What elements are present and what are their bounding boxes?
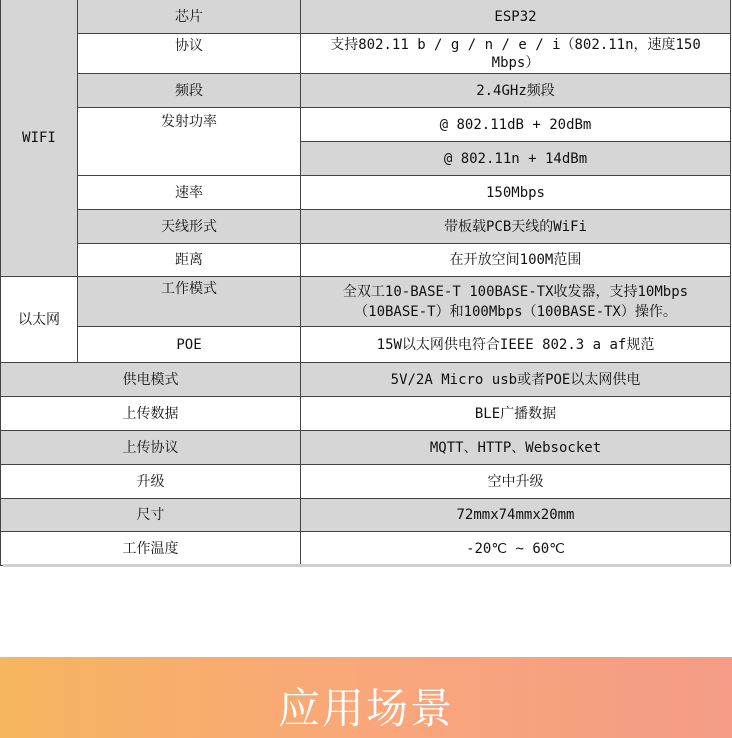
value-rate: 150Mbps xyxy=(301,176,731,210)
label-upload-data: 上传数据 xyxy=(0,397,301,431)
label-band: 频段 xyxy=(78,74,301,108)
label-antenna: 天线形式 xyxy=(78,210,301,244)
value-temperature: -20℃ ~ 60℃ xyxy=(301,532,731,566)
label-tx-power: 发射功率 xyxy=(78,108,301,176)
value-tx-power-1: @ 802.11dB + 20dBm xyxy=(301,108,731,142)
group-ethernet: 以太网 xyxy=(0,277,78,363)
value-protocol: 支持802.11 b / g / n / e / i（802.11n，速度150 Mbps） xyxy=(301,34,731,74)
label-work-mode: 工作模式 xyxy=(78,277,301,327)
banner-title: 应用场景 xyxy=(277,684,454,733)
value-distance: 在开放空间100M范围 xyxy=(301,244,731,277)
label-power-mode: 供电模式 xyxy=(0,363,301,397)
label-size: 尺寸 xyxy=(0,499,301,532)
value-power-mode: 5V/2A Micro usb或者POE以太网供电 xyxy=(301,363,731,397)
section-banner xyxy=(0,657,732,738)
value-upgrade: 空中升级 xyxy=(301,465,731,499)
label-temperature: 工作温度 xyxy=(0,532,301,566)
label-protocol: 协议 xyxy=(78,34,301,74)
label-distance: 距离 xyxy=(78,244,301,277)
label-upgrade: 升级 xyxy=(0,465,301,499)
value-work-mode: 全双工10-BASE-T 100BASE-TX收发器，支持10Mbps （10BASE-T）和100Mbps（100BASE-TX）操作。 xyxy=(301,277,731,327)
label-rate: 速率 xyxy=(78,176,301,210)
value-upload-protocol: MQTT、HTTP、Websocket xyxy=(301,431,731,465)
value-size: 72mmx74mmx20mm xyxy=(301,499,731,532)
label-chip: 芯片 xyxy=(78,0,301,34)
label-poe: POE xyxy=(78,327,301,363)
value-chip: ESP32 xyxy=(301,0,731,34)
value-antenna: 带板载PCB天线的WiFi xyxy=(301,210,731,244)
table-shadow xyxy=(3,564,731,567)
value-upload-data: BLE广播数据 xyxy=(301,397,731,431)
value-band: 2.4GHz频段 xyxy=(301,74,731,108)
value-poe: 15W以太网供电符合IEEE 802.3 a af规范 xyxy=(301,327,731,363)
group-wifi: WIFI xyxy=(0,0,78,277)
label-upload-protocol: 上传协议 xyxy=(0,431,301,465)
value-tx-power-2: @ 802.11n + 14dBm xyxy=(301,142,731,176)
